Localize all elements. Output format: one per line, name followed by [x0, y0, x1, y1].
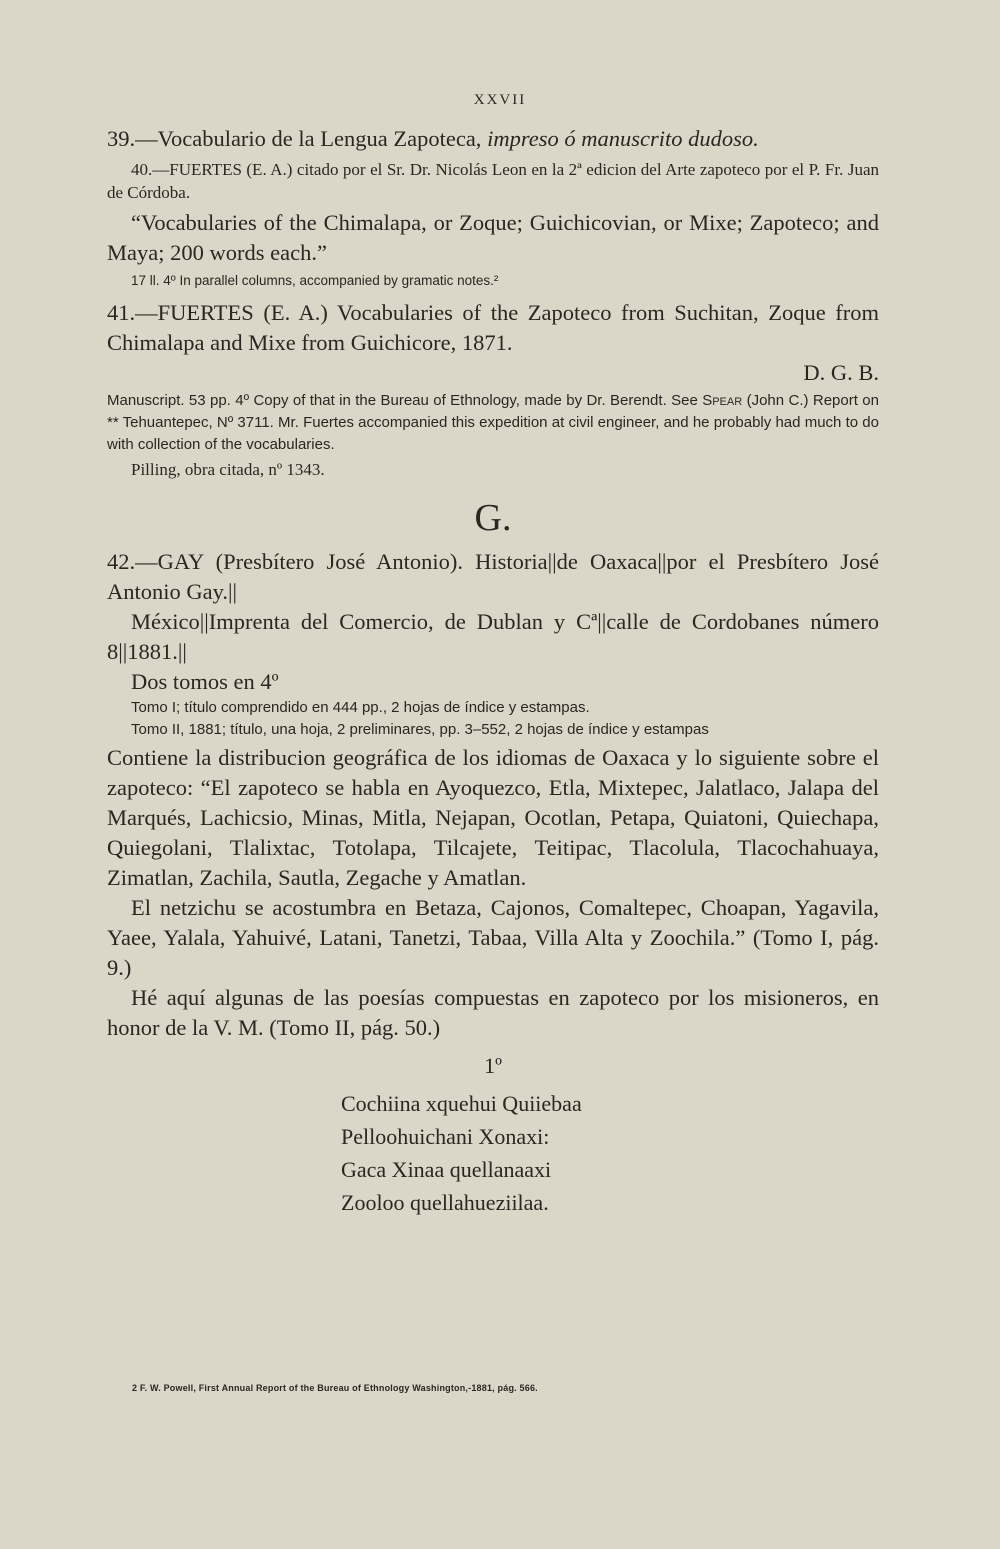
poem-line: Gaca Xinaa quellanaaxi — [341, 1157, 552, 1182]
entry-39-italic: impreso ó manuscrito dudoso. — [487, 126, 759, 151]
entry-41-note-part2: (John C.) Report on ** Tehuantepec, Nº 3711. Mr. Fuertes accompanied this expedition at civil engineer, and he probably had much to do with collection of the vocabularies. — [107, 392, 879, 453]
entry-40-note: 17 ll. 4º In parallel columns, accompanied by gramatic notes.² — [131, 273, 499, 288]
entry-40-quote: “Vocabularies of the Chimalapa, or Zoque; Guichicovian, or Mixe; Zapoteco; and Maya; 200 words each.” — [107, 210, 879, 265]
entry-41-dgb: D. G. B. — [803, 360, 879, 385]
entry-40-heading: 40.—FUERTES (E. A.) citado por el Sr. Dr. Nicolás Leon en la 2ª edicion del Arte zapoteco por el P. Fr. Juan de Córdoba. — [107, 160, 879, 202]
poem-line: Zooloo quellahueziilaa. — [341, 1190, 549, 1215]
entry-42-para2: El netzichu se acostumbra en Betaza, Cajonos, Comaltepec, Choapan, Yagavila, Yaee, Yalala, Yahuivé, Latani, Tanetzi, Tabaa, Villa Alta y Zoochila.” (Tomo I, pág. 9.) — [107, 895, 879, 980]
footnote: 2 F. W. Powell, First Annual Report of the Bureau of Ethnology Washington,-1881, pág. 566. — [132, 1383, 538, 1393]
poem-number: 1º — [484, 1053, 502, 1078]
poem-line: Cochiina xquehui Quiiebaa — [341, 1091, 582, 1116]
entry-41: 41.—FUERTES (E. A.) Vocabularies of the Zapoteco from Suchitan, Zoque from Chimalapa and Mixe from Guichicore, 1871. — [107, 300, 879, 355]
page-content — [107, 124, 879, 1219]
section-letter: G. — [474, 497, 512, 539]
entry-39 — [107, 124, 879, 154]
entry-39-text: Vocabulario de la Lengua Zapoteca, — [157, 126, 488, 151]
entry-42-para1: Contiene la distribucion geográfica de los idiomas de Oaxaca y lo siguiente sobre el zapoteco: “El zapoteco se habla en Ayoquezco, Etla, Mixtepec, Jalatlaco, Jalapa del Marqués, Lachicsio, Minas, Mitla, Nejapan, Ocotlan, Petapa, Quiatoni, Quiechapa, Quiegolani, Tlalixtac, Totolapa, Tilcajete, Teitipac, Tlacolula, Tlacochahuaya, Zimatlan, Zachila, Sautla, Zegache y Amatlan. — [107, 745, 879, 890]
entry-42-tomos: Dos tomos en 4º — [131, 669, 279, 694]
entry-41-spear: Spear — [702, 392, 743, 409]
entry-42-tomo1: Tomo I; título comprendido en 444 pp., 2 hojas de índice y estampas. — [131, 699, 590, 716]
page-number: XXVII — [473, 92, 527, 108]
entry-42-tomo2: Tomo II, 1881; título, una hoja, 2 preliminares, pp. 3–552, 2 hojas de índice y estampas — [131, 721, 709, 738]
entry-42-para3: Hé aquí algunas de las poesías compuestas en zapoteco por los misioneros, en honor de la V. M. (Tomo II, pág. 50.) — [107, 985, 879, 1040]
entry-42-title: 42.—GAY (Presbítero José Antonio). Historia||de Oaxaca||por el Presbítero José Antonio Gay.|| — [107, 549, 879, 604]
poem-line: Pelloohuichani Xonaxi: — [341, 1124, 550, 1149]
entry-41-note-part1: Manuscript. 53 pp. 4º Copy of that in the Bureau of Ethnology, made by Dr. Berendt. See — [107, 392, 703, 409]
entry-39-number: 39.— — [107, 126, 158, 151]
entry-41-note — [107, 390, 879, 456]
poem — [341, 1087, 879, 1219]
entry-41-pilling: Pilling, obra citada, nº 1343. — [131, 460, 325, 479]
entry-42-imprint: México||Imprenta del Comercio, de Dublan y Cª||calle de Cordobanes número 8||1881.|| — [107, 609, 879, 664]
